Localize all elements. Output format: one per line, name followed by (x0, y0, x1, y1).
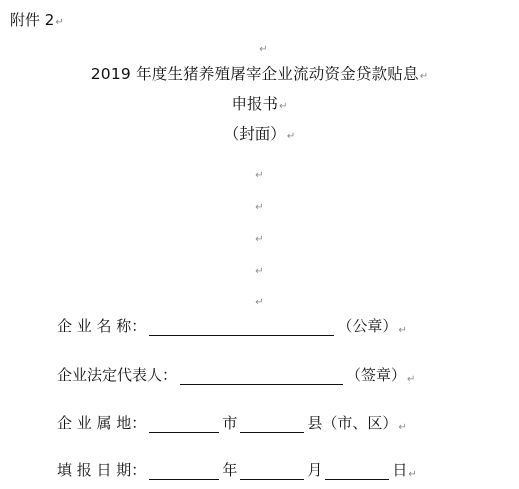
month-label: 月 (307, 461, 323, 479)
month-field[interactable] (240, 463, 304, 480)
paragraph-mark: ↵ (408, 469, 417, 480)
paragraph-mark: ↵ (407, 374, 416, 385)
paragraph-mark: ↵ (255, 266, 264, 277)
company-name-label: 企 业 名 称： (57, 317, 147, 335)
attachment-label (10, 9, 64, 30)
paragraph-mark: ↵ (255, 234, 264, 245)
blank-line (0, 44, 519, 55)
day-label: 日 (392, 461, 408, 479)
company-name-field[interactable] (149, 319, 334, 336)
paragraph-mark: ↵ (398, 422, 407, 433)
paragraph-mark: ↵ (286, 131, 296, 142)
city-field[interactable] (149, 416, 219, 433)
title-line3-text: （封面） (223, 125, 286, 143)
paragraph-mark: ↵ (419, 71, 429, 82)
company-name-row (57, 315, 407, 336)
paragraph-mark: ↵ (255, 170, 264, 181)
title-line2-text: 申报书 (231, 95, 279, 113)
blank-line (0, 170, 519, 181)
fill-date-label: 填 报 日 期： (57, 461, 147, 479)
document-title-line3 (0, 122, 519, 144)
document-title-line2 (0, 92, 519, 114)
legal-representative-field[interactable] (180, 368, 343, 385)
title-line1-text: 2019 年度生猪养殖屠宰企业流动资金贷款贴息 (90, 65, 419, 83)
company-location-label: 企 业 属 地： (57, 414, 147, 432)
county-label: 县（市、区） (307, 414, 398, 432)
signature-label: （签章） (346, 366, 407, 384)
paragraph-mark: ↵ (255, 202, 264, 213)
attachment-label-text: 附件 2 (10, 11, 55, 29)
paragraph-mark: ↵ (398, 325, 407, 336)
paragraph-mark: ↵ (255, 297, 264, 308)
paragraph-mark: ↵ (279, 101, 288, 112)
paragraph-mark: ↵ (259, 44, 268, 55)
year-field[interactable] (149, 463, 219, 480)
day-field[interactable] (325, 463, 389, 480)
legal-representative-row (57, 364, 415, 385)
paragraph-mark: ↵ (55, 17, 64, 28)
year-label: 年 (222, 461, 238, 479)
county-field[interactable] (240, 416, 304, 433)
document-title-line1 (0, 62, 519, 84)
city-label: 市 (222, 414, 238, 432)
company-location-row (57, 412, 407, 433)
blank-line (0, 202, 519, 213)
fill-date-row (57, 459, 417, 480)
blank-line (0, 297, 519, 308)
company-seal-label: （公章） (337, 317, 398, 335)
legal-representative-label: 企业法定代表人： (57, 366, 178, 384)
blank-line (0, 266, 519, 277)
blank-line (0, 234, 519, 245)
